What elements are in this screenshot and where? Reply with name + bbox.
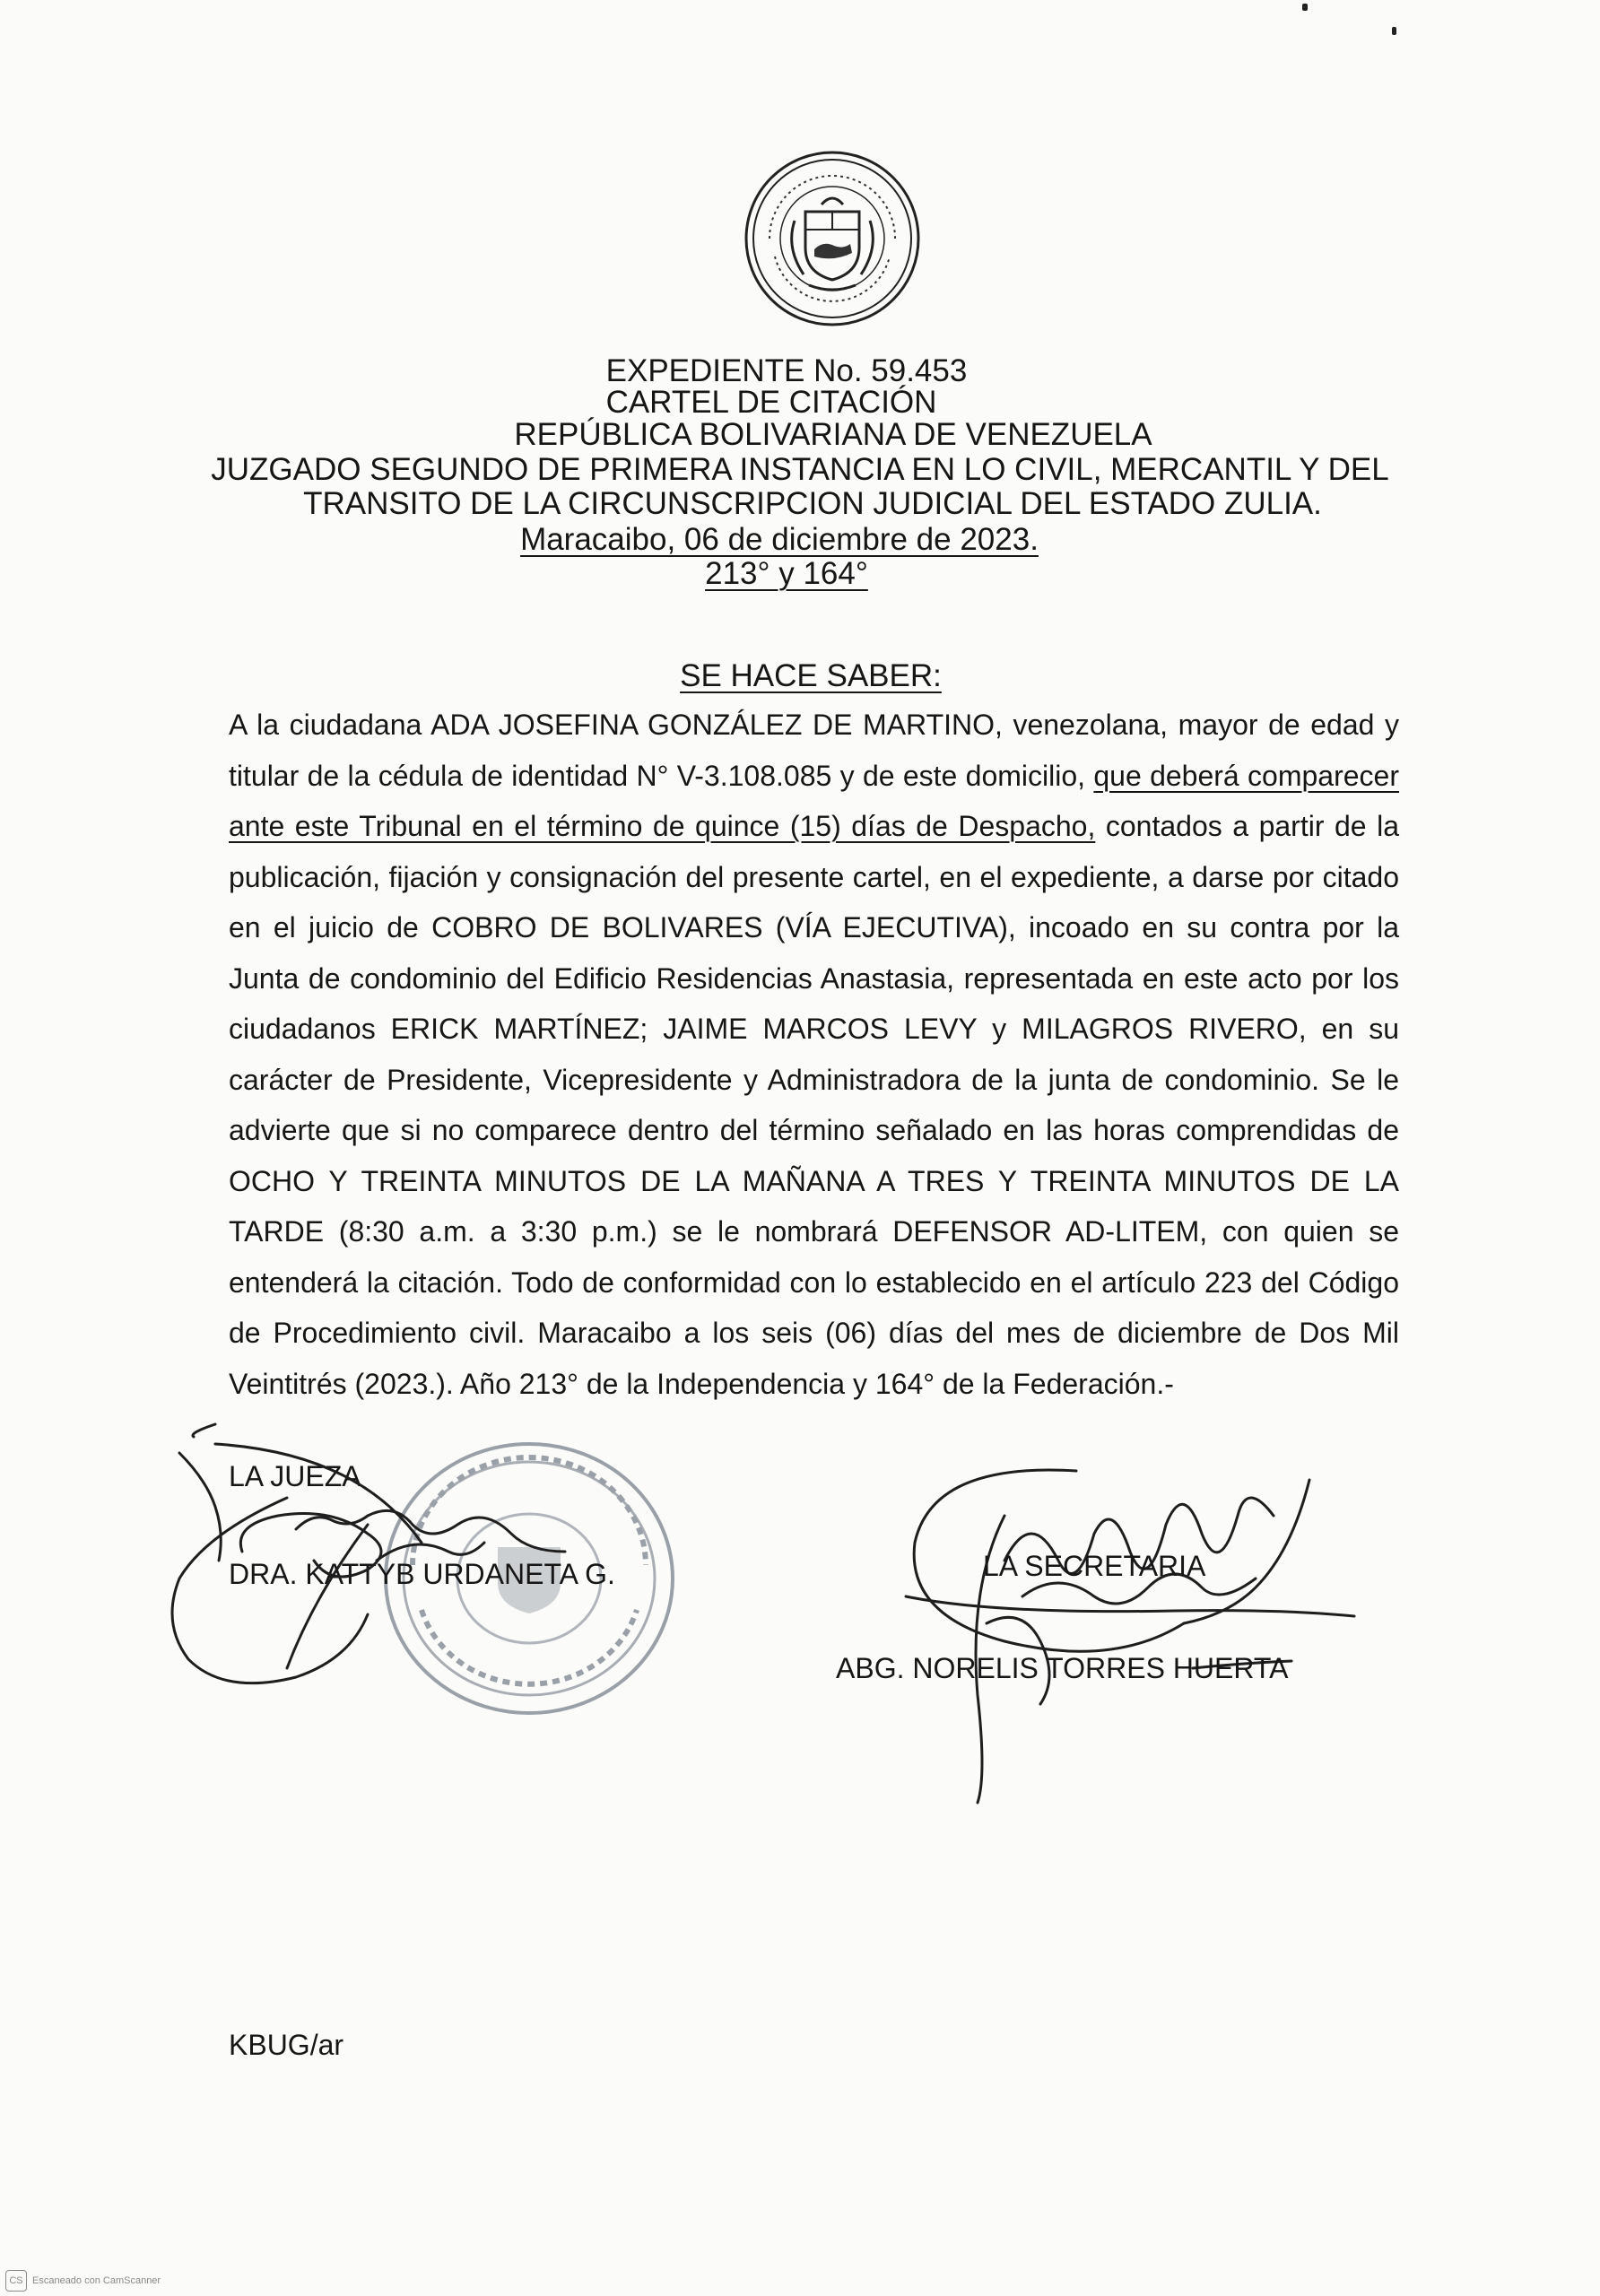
coat-of-arms-seal-icon	[743, 149, 922, 328]
place-and-date	[0, 523, 1579, 557]
camscanner-icon: CS	[5, 2270, 27, 2292]
court-name-line2: TRANSITO DE LA CIRCUNSCRIPCION JUDICIAL DEL ESTADO ZULIA.	[303, 486, 1322, 521]
judge-name: DRA. KATTYB URDANETA G.	[229, 1558, 615, 1590]
scan-speck	[1302, 4, 1308, 11]
expediente-number: EXPEDIENTE No. 59.453	[605, 353, 968, 388]
scanner-text: Escaneado con CamScanner	[32, 2275, 161, 2286]
judge-handwritten-signature	[161, 1417, 682, 1704]
cartel-title: CARTEL DE CITACIÓN	[605, 385, 937, 420]
body-part-1: A la ciudadana ADA JOSEFINA GONZÁLEZ DE MARTINO, venezolana, mayor de edad y titular de la cédula de identidad N° V-3.108.085 y de este domicilio,	[229, 709, 1399, 792]
body-part-2: contados a partir de la publicación, fijación y consignación del presente cartel, en el expediente, a darse por citado en el juicio de COBRO DE BOLIVARES (VÍA EJECUTIVA), incoado en su contra por la Junta de condominio del Edificio Residencias Anastasia, representada en este acto por los ciudadanos ERICK MARTÍNEZ; JAIME MARCOS LEVY y MILAGROS RIVERO, en su carácter de Presidente, Vicepresidente y Administradora de la junta de condominio. Se le advierte que si no comparece dentro del término señalado en las horas comprendidas de OCHO Y TREINTA MINUTOS DE LA MAÑANA A TRES Y TREINTA MINUTOS DE LA TARDE (8:30 a.m. a 3:30 p.m.) se le nombrará DEFENSOR AD-LITEM, con quien se entenderá la citación. Todo de conformidad con lo establecido en el artículo 223 del Código de Procedimiento civil. Maracaibo a los seis (06) días del mes de diciembre de Dos Mil Veintitrés (2023.). Año 213° de la Independencia y 164° de la Federación.-	[229, 810, 1399, 1400]
years-text: 213° y 164°	[705, 556, 868, 591]
place-date-text: Maracaibo, 06 de diciembre de 2023.	[520, 522, 1039, 557]
citation-body	[229, 700, 1399, 1409]
secretary-handwritten-signature	[807, 1444, 1363, 1821]
court-name-line1: JUZGADO SEGUNDO DE PRIMERA INSTANCIA EN LO CIVIL, MERCANTIL Y DEL	[211, 452, 1389, 487]
typist-initials: KBUG/ar	[229, 2029, 344, 2061]
top-seal	[743, 149, 922, 328]
republic-name: REPÚBLICA BOLIVARIANA DE VENEZUELA	[514, 417, 1152, 452]
scanner-watermark	[5, 2270, 161, 2292]
years-line	[0, 557, 1587, 591]
scan-speck	[1392, 27, 1396, 35]
notice-heading-text: SE HACE SABER:	[680, 658, 942, 693]
body-underlined-clause: que deberá comparecer ante este Tribunal en el término de quince (15) días de Despacho,	[229, 759, 1400, 842]
secretary-name: ABG. NORELIS TORRES HUERTA	[836, 1652, 1289, 1684]
secretary-title: LA SECRETARIA	[983, 1550, 1206, 1582]
judge-title: LA JUEZA	[229, 1460, 361, 1492]
notice-heading	[11, 659, 1600, 693]
